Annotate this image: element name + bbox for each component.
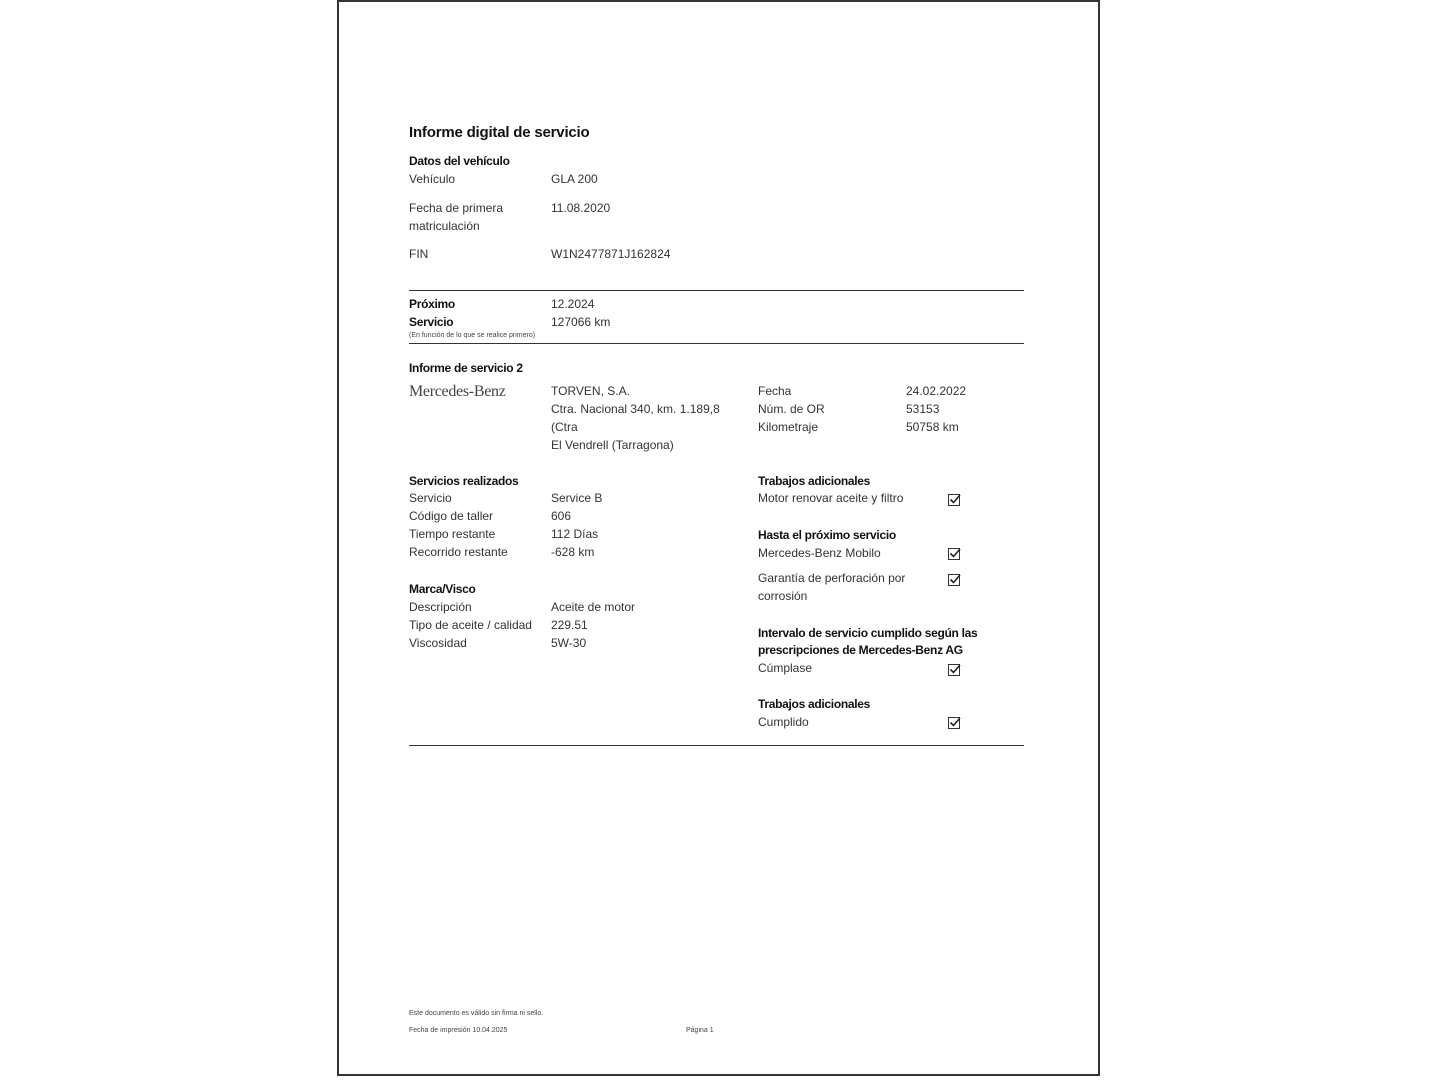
- divider-next-service: [409, 343, 1024, 344]
- time-remaining-value: 112 Días: [551, 527, 599, 541]
- brand-visco-heading: Marca/Visco: [409, 582, 476, 596]
- interval-heading-line2: prescripciones de Mercedes-Benz AG: [758, 643, 963, 657]
- interval-heading-line1: Intervalo de servicio cumplido según las: [758, 626, 978, 640]
- report-date-value: 24.02.2022: [906, 384, 967, 398]
- mercedes-benz-logo: Mercedes-Benz: [409, 383, 506, 400]
- divider-bottom: [409, 745, 1024, 746]
- viscosity-value: 5W-30: [551, 636, 587, 650]
- viscosity-label: Viscosidad: [409, 636, 467, 650]
- additional-work-heading: Trabajos adicionales: [758, 474, 871, 488]
- vehicle-value: GLA 200: [551, 172, 598, 186]
- fin-value: W1N2477871J162824: [551, 247, 671, 261]
- service-report-heading: Informe de servicio 2: [409, 361, 523, 375]
- dealer-address-line3: (Ctra: [551, 420, 578, 434]
- first-registration-label-line2: matriculación: [409, 219, 480, 233]
- additional-work-item: Motor renovar aceite y filtro: [758, 491, 904, 505]
- mileage-value: 50758 km: [906, 420, 959, 434]
- first-registration-label-line1: Fecha de primera: [409, 201, 504, 215]
- footer-validity-note: Este documento es válido sin firma ni sello.: [409, 1010, 544, 1017]
- corrosion-warranty-line2: corrosión: [758, 589, 808, 603]
- checkbox-checked-icon: [948, 664, 960, 676]
- service-label: Servicio: [409, 491, 452, 505]
- until-next-service-heading: Hasta el próximo servicio: [758, 528, 896, 542]
- oil-type-value: 229.51: [551, 618, 588, 632]
- next-service-date: 12.2024: [551, 297, 595, 311]
- or-number-value: 53153: [906, 402, 940, 416]
- fin-label: FIN: [409, 247, 429, 261]
- description-label: Descripción: [409, 600, 472, 614]
- mobilo-item: Mercedes-Benz Mobilo: [758, 546, 881, 560]
- workshop-code-label: Código de taller: [409, 509, 494, 523]
- or-number-label: Núm. de OR: [758, 402, 825, 416]
- footer-print-date: Fecha de impresión 10.04.2025: [409, 1027, 508, 1034]
- description-value: Aceite de motor: [551, 600, 636, 614]
- footer-page-number: Página 1: [686, 1027, 714, 1034]
- distance-remaining-value: -628 km: [551, 545, 595, 559]
- document-title: Informe digital de servicio: [409, 124, 590, 141]
- oil-type-label: Tipo de aceite / calidad: [409, 618, 532, 632]
- next-service-label-line2: Servicio: [409, 315, 454, 329]
- report-date-label: Fecha: [758, 384, 792, 398]
- interval-item: Cúmplase: [758, 661, 813, 675]
- vehicle-label: Vehículo: [409, 172, 456, 186]
- additional-work-2-heading: Trabajos adicionales: [758, 697, 871, 711]
- vehicle-data-heading: Datos del vehículo: [409, 154, 510, 168]
- checkbox-checked-icon: [948, 494, 960, 506]
- checkbox-checked-icon: [948, 574, 960, 586]
- checkbox-checked-icon: [948, 548, 960, 560]
- next-service-label-line1: Próximo: [409, 297, 455, 311]
- workshop-code-value: 606: [551, 509, 572, 523]
- next-service-note: (En función de lo que se realice primero): [409, 332, 536, 339]
- mileage-label: Kilometraje: [758, 420, 819, 434]
- checkbox-checked-icon: [948, 717, 960, 729]
- document-page: [337, 0, 1100, 1076]
- service-value: Service B: [551, 491, 603, 505]
- dealer-name: TORVEN, S.A.: [551, 384, 630, 398]
- divider-top: [409, 290, 1024, 291]
- additional-work-2-item: Cumplido: [758, 715, 809, 729]
- time-remaining-label: Tiempo restante: [409, 527, 496, 541]
- distance-remaining-label: Recorrido restante: [409, 545, 508, 559]
- corrosion-warranty-line1: Garantía de perforación por: [758, 571, 906, 585]
- next-service-km: 127066 km: [551, 315, 611, 329]
- first-registration-value: 11.08.2020: [551, 201, 611, 215]
- dealer-address-line4: El Vendrell (Tarragona): [551, 438, 674, 452]
- dealer-address-line2: Ctra. Nacional 340, km. 1.189,8: [551, 402, 720, 416]
- services-done-heading: Servicios realizados: [409, 474, 519, 488]
